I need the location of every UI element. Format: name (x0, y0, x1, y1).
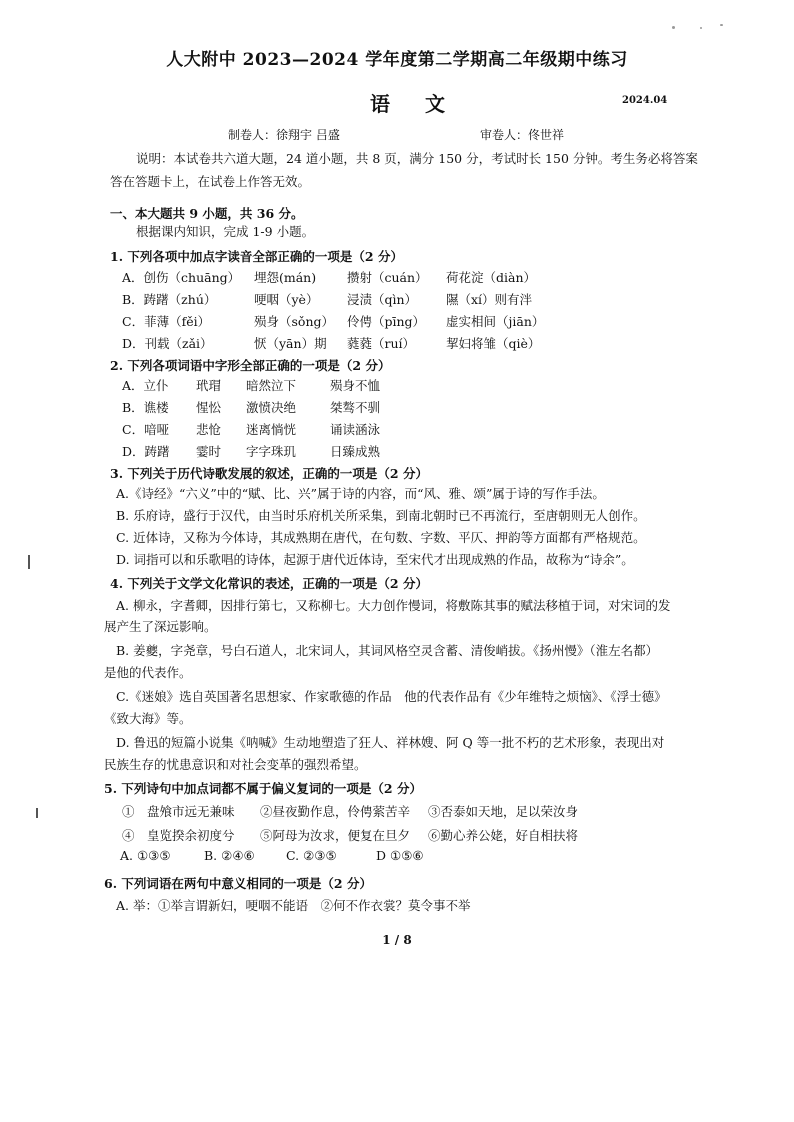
question-4-option-d: D. 鲁迅的短篇小说集《呐喊》生动地塑造了狂人、祥林嫂、阿 Q 等一批不朽的艺术形象，表现出对 (116, 735, 665, 750)
option-cell: 埋怨(mán) (254, 270, 317, 285)
option-cell: 挈妇将雏（qiè） (446, 336, 541, 351)
question-3-stem: 3. 下列关于历代诗歌发展的叙述，正确的一项是（2 分） (110, 466, 428, 481)
exam-title: 人大附中 2023—2024 学年度第二学期高二年级期中练习 (166, 50, 628, 70)
poem-line: ④ 皇览揆余初度兮 (122, 828, 235, 843)
option-cell: A．创伤（chuāng） (122, 270, 241, 285)
option-cell: 霎时 (196, 444, 222, 459)
reviewer-line: 审卷人：佟世祥 (480, 128, 565, 142)
question-5-stem: 5. 下列诗句中加点词都不属于偏义复词的一项是（2 分） (104, 781, 422, 796)
section-heading: 一、本大题共 9 小题，共 36 分。 (110, 206, 304, 221)
scan-speck (672, 26, 675, 29)
question-6-stem: 6. 下列词语在两句中意义相同的一项是（2 分） (104, 876, 372, 891)
poem-line: ⑤阿母为汝求，便复在旦夕 (260, 828, 411, 843)
instructions-line-1: 说明：本试卷共六道大题，24 道小题，共 8 页，满分 150 分，考试时长 150 分钟。考生务必将答案 (136, 151, 698, 166)
option-cell: B．谯楼 (122, 400, 169, 415)
option-cell: 激愤决绝 (246, 400, 297, 415)
subject-title: 语 文 (370, 92, 459, 116)
option-cell: C．喑哑 (122, 422, 170, 437)
question-3-option-a: A.《诗经》“六义”中的“赋、比、兴”属于诗的内容，而“风、雅、颂”属于诗的写作手法。 (116, 486, 605, 501)
option-cell: 哽咽（yè） (254, 292, 319, 307)
question-3-option-c: C. 近体诗，又称为今体诗，其成熟期在唐代，在句数、字数、平仄、押韵等方面都有严格规范。 (116, 530, 646, 545)
option-cell: 荷花淀（diàn） (446, 270, 537, 285)
instructions-line-2: 答在答题卡上，在试卷上作答无效。 (110, 174, 311, 189)
option-cell: 蕤蕤（ruí） (347, 336, 416, 351)
margin-mark (28, 555, 30, 569)
question-3-option-d: D. 词指可以和乐歌唱的诗体，起源于唐代近体诗，至宋代才出现成熟的作品，故称为“诗余”。 (116, 552, 634, 567)
option-cell: 日臻成熟 (330, 444, 381, 459)
option-cell: 殒身不恤 (330, 378, 381, 393)
answer-choice: C. ②③⑤ (286, 848, 337, 863)
option-cell: 悲怆 (196, 422, 222, 437)
margin-mark (36, 808, 38, 818)
option-cell: 隰（xí）则有泮 (446, 292, 533, 307)
option-cell: 玳瑁 (196, 378, 222, 393)
question-4-option-c-cont: 《致大海》等。 (104, 711, 192, 726)
option-cell: 诵读涵泳 (330, 422, 381, 437)
option-cell: C．菲薄（fěi） (122, 314, 211, 329)
option-cell: 字字珠玑 (246, 444, 297, 459)
question-4-option-a-cont: 展产生了深远影响。 (104, 619, 217, 634)
question-1-stem: 1. 下列各项中加点字读音全部正确的一项是（2 分） (110, 249, 403, 264)
option-cell: 桀骜不驯 (330, 400, 381, 415)
exam-date: 2024.04 (622, 95, 668, 106)
option-cell: A．立仆 (122, 378, 169, 393)
option-cell: 殒身（sǒng） (254, 314, 334, 329)
option-cell: 伶俜（pīng） (347, 314, 426, 329)
option-cell: 迷离惝恍 (246, 422, 297, 437)
option-cell: 浸渍（qìn） (347, 292, 418, 307)
option-cell: 虚实相间（jiān） (446, 314, 545, 329)
question-4-option-b-cont: 是他的代表作。 (104, 665, 192, 680)
answer-choice: B. ②④⑥ (204, 848, 255, 863)
question-4-option-c: C.《迷娘》选自英国著名思想家、作家歌德的作品 他的代表作品有《少年维特之烦恼》、《浮士德》 (116, 689, 667, 704)
question-4-option-d-cont: 民族生存的忧患意识和对社会变革的强烈希望。 (104, 757, 367, 772)
question-3-option-b: B. 乐府诗，盛行于汉代，由当时乐府机关所采集，到南北朝时已不再流行，至唐朝则无人创作。 (116, 508, 646, 523)
option-cell: B．踌躇（zhú） (122, 292, 217, 307)
option-cell: 攒射（cuán） (347, 270, 428, 285)
option-cell: 惺忪 (196, 400, 222, 415)
setter-line: 制卷人：徐翔宇 吕盛 (228, 128, 340, 142)
poem-line: ②昼夜勤作息，伶俜萦苦辛 (260, 804, 411, 819)
option-cell: D．刊载（zǎi） (122, 336, 213, 351)
question-6-option-a: A. 举：①举言谓新妇，哽咽不能语 ②何不作衣裳？莫令事不举 (116, 898, 471, 913)
option-cell: 暗然泣下 (246, 378, 297, 393)
scan-speck (700, 27, 702, 29)
poem-line: ⑥勤心养公姥，好自相扶将 (428, 828, 579, 843)
question-2-stem: 2. 下列各项词语中字形全部正确的一项是（2 分） (110, 358, 391, 373)
question-4-option-a: A. 柳永，字耆卿，因排行第七，又称柳七。大力创作慢词，将敷陈其事的赋法移植于词，对宋词的发 (116, 598, 671, 613)
question-4-stem: 4. 下列关于文学文化常识的表述，正确的一项是（2 分） (110, 576, 428, 591)
poem-line: ① 盘飧市远无兼味 (122, 804, 235, 819)
page-number: 1 / 8 (382, 933, 412, 947)
answer-choice: A. ①③⑤ (120, 848, 171, 863)
scan-speck (720, 24, 723, 26)
answer-choice: D ①⑤⑥ (376, 848, 424, 863)
option-cell: D．踌躇 (122, 444, 170, 459)
option-cell: 恹（yān）期 (254, 336, 327, 351)
poem-line: ③否泰如天地，足以荣汝身 (428, 804, 579, 819)
question-4-option-b: B. 姜夔，字尧章，号白石道人，北宋词人，其词风格空灵含蓄、清俊峭拔。《扬州慢》（淮左名都） (116, 643, 659, 658)
section-intro: 根据课内知识，完成 1-9 小题。 (136, 224, 315, 239)
